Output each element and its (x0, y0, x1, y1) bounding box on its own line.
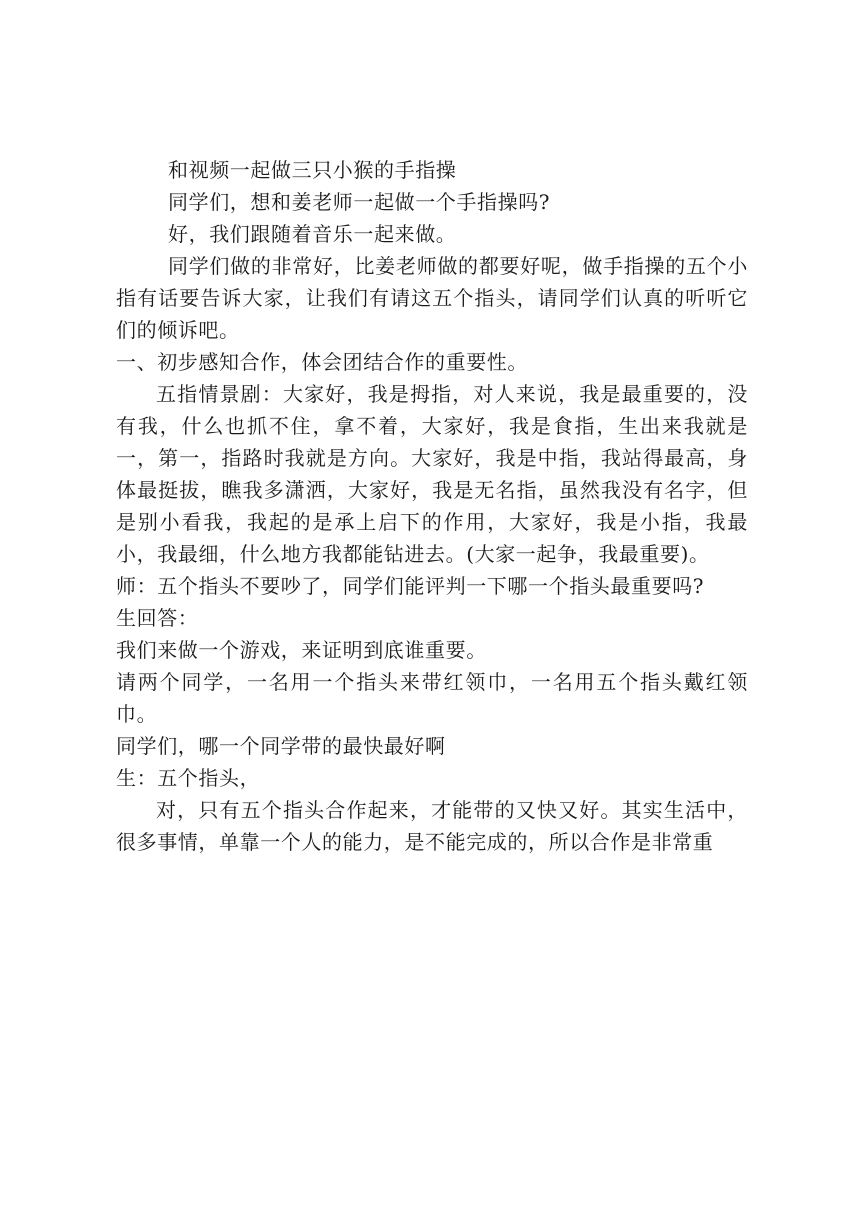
paragraph-teacher-ask: 师：五个指头不要吵了，同学们能评判一下哪一个指头最重要吗? (116, 574, 705, 598)
paragraph-teacher-question: 同学们，想和姜老师一起做一个手指操吗? (168, 190, 551, 214)
paragraph-game-intro: 我们来做一个游戏，来证明到底谁重要。 (116, 638, 487, 662)
paragraph-follow-music: 好，我们跟随着音乐一起来做。 (168, 222, 457, 246)
paragraph-conclusion: 对，只有五个指头合作起来，才能带的又快又好。其实生活中，很多事情，单靠一个人的能力，是不能完成的，所以合作是非常重 (116, 798, 748, 854)
paragraph-game-rules: 请两个同学，一名用一个指头来带红领巾，一名用五个指头戴红领巾。 (116, 670, 748, 726)
paragraph-which-fastest: 同学们，哪一个同学带的最快最好啊 (116, 734, 446, 758)
paragraph-student-answer: 生回答： (116, 606, 199, 630)
paragraph-five-fingers-intro: 同学们做的非常好，比姜老师做的都要好呢，做手指操的五个小指有话要告诉大家，让我们有请这五个指头，请同学们认真的听听它们的倾诉吧。 (116, 254, 748, 342)
paragraph-finger-skit: 五指情景剧：大家好，我是拇指，对人来说，我是最重要的，没有我，什么也抓不住，拿不着，大家好，我是食指，生出来我就是一，第一，指路时我就是方向。大家好，我是中指，我站得最高，身体最挺拔，瞧我多潇洒，大家好，我是无名指，虽然我没有名字，但是别小看我，我起的是承上启下的作用，大家好，我是小指，我最小，我最细，什么地方我都能钻进去。(大家一起争，我最重要)。 (116, 382, 748, 566)
document-body (116, 154, 748, 858)
section-heading-cooperation: 一、初步感知合作，体会团结合作的重要性。 (116, 350, 528, 374)
paragraph-video-finger-exercise: 和视频一起做三只小猴的手指操 (168, 158, 457, 182)
paragraph-student-five-fingers: 生：五个指头， (116, 766, 261, 790)
